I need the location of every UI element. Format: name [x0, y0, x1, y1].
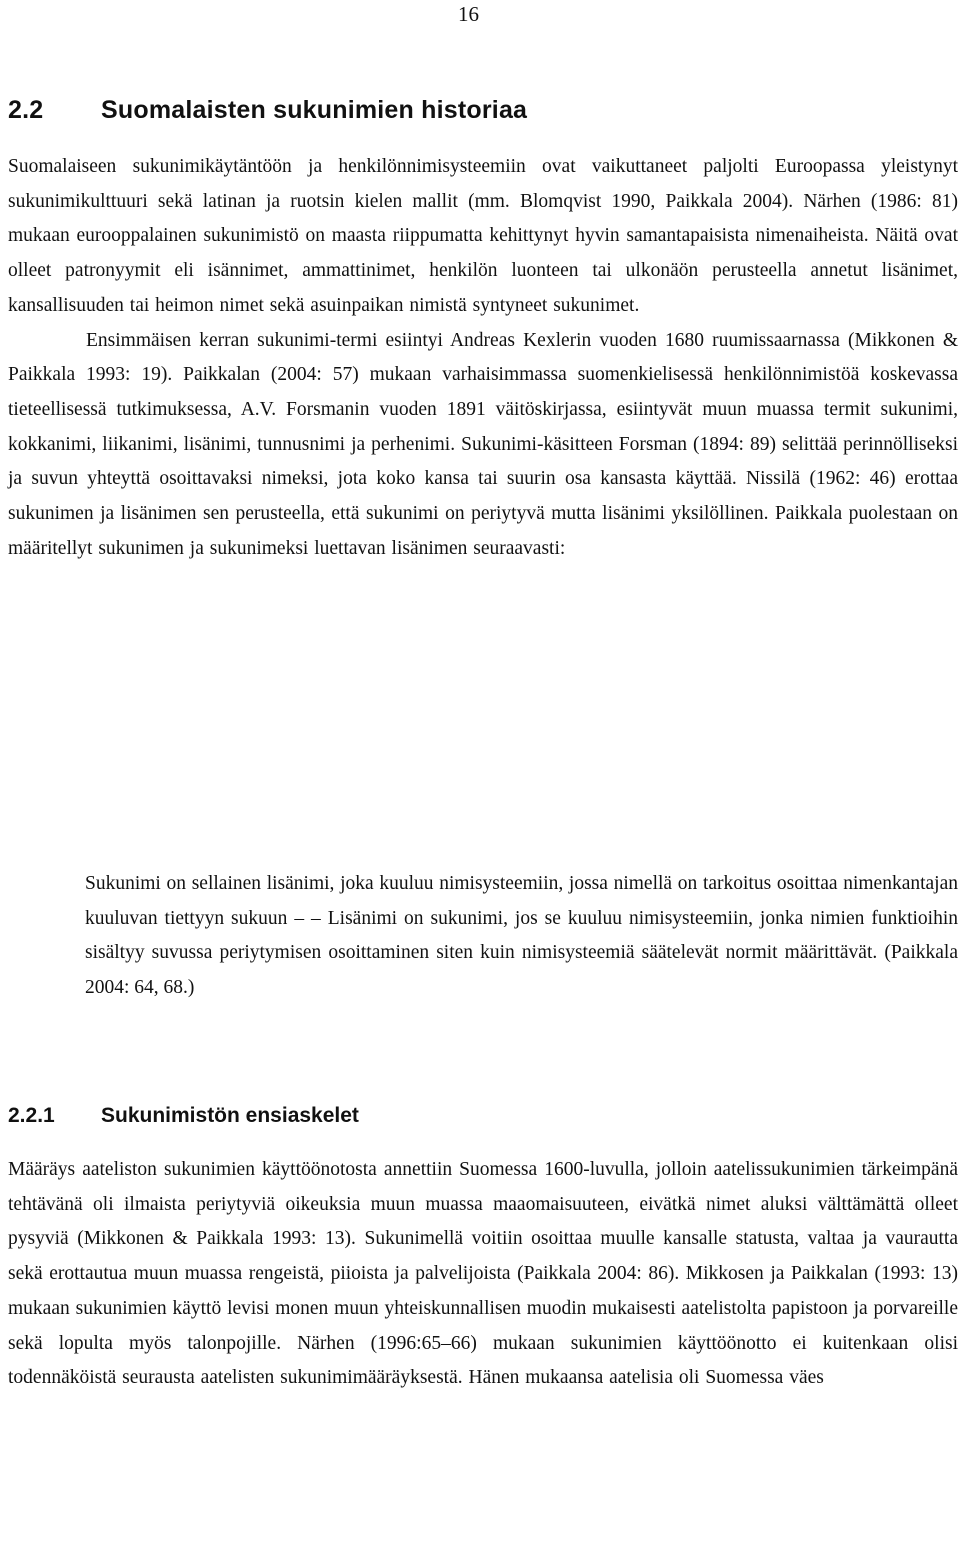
- section-number: 2.2: [8, 96, 44, 124]
- paragraph: Määräys aateliston sukunimien käyttöönotosta annettiin Suomessa 1600-luvulla, jolloin aatelissukunimien tärkeimpänä tehtävänä oli ilmaista periytyviä oikeuksia muun muassa maaomaisuuteen, eivätkä nimet aluksi välttämättä olleet pysyviä (Mikkonen & Paikkala 1993: 13). Sukunimellä voitiin osoittaa muulle kansalle statusta, valtaa ja vaurautta sekä erottautua muun muassa rengeistä, piioista ja palvelijoista (Paikkala 2004: 86). Mikkosen ja Paikkalan (1993: 13) mukaan sukunimien käyttö levisi monen muun yhteiskunnallisen muodin mukaisesti aatelistolta papistoon ja porvareille sekä lopulta myös talonpojille. Närhen (1996:65–66) mukaan sukunimien käyttöönotto ei kuitenkaan olisi todennäköistä seurausta aatelisten sukunimimääräyksestä. Hänen mukaansa aatelisia oli Suomessa väes: [8, 1159, 958, 1389]
- subsection-title: Sukunimistön ensiaskelet: [101, 1104, 359, 1127]
- page-number: 16: [458, 2, 479, 26]
- block-quote: Sukunimi on sellainen lisänimi, joka kuuluu nimisysteemiin, jossa nimellä on tarkoitus osoittaa nimenkantajan kuuluvan tiettyyn sukuun – – Lisänimi on sukunimi, jos se kuuluu nimisysteemiin, jonka nimien funktioihin sisältyy suvussa periytymisen osoittaminen siten kuin nimisysteemiä säätelevät normit määrittävät. (Paikkala 2004: 64, 68.): [85, 873, 958, 999]
- subsection-body: [8, 1153, 958, 1396]
- section-heading: [8, 98, 527, 123]
- subsection-number: 2.2.1: [8, 1104, 55, 1127]
- section-body: [8, 150, 958, 566]
- paragraph: Suomalaiseen sukunimikäytäntöön ja henkilönnimisysteemiin ovat vaikuttaneet paljolti Euroopassa yleistynyt sukunimikulttuuri sekä latinan ja ruotsin kielen mallit (mm. Blomqvist 1990, Paikkala 2004). Närhen (1986: 81) mukaan eurooppalainen sukunimistö on maasta riippumatta kehittynyt hyvin samantapaisista nimenaiheista. Näitä ovat olleet patronyymit eli isännimet, ammattinimet, henkilön luonteen tai ulkonäön perusteella annetut lisänimet, kansallisuuden tai heimon nimet sekä asuinpaikan nimistä syntyneet sukunimet.: [8, 156, 958, 316]
- subsection-heading: [8, 1105, 359, 1126]
- section-title: Suomalaisten sukunimien historiaa: [101, 96, 528, 124]
- paragraph: Ensimmäisen kerran sukunimi-termi esiintyi Andreas Kexlerin vuoden 1680 ruumissaarnassa (Mikkonen & Paikkala 1993: 19). Paikkalan (2004: 57) mukaan varhaisimmassa suomenkielisessä henkilönnimistöä koskevassa tieteellisessä tutkimuksessa, A.V. Forsmanin vuoden 1891 väitöskirjassa, esiintyvät muun muassa termit sukunimi, kokkanimi, liikanimi, lisänimi, tunnusnimi ja perhenimi. Sukunimi-käsitteen Forsman (1894: 89) selittää perinnölliseksi ja suvun yhteyttä osoittavaksi nimeksi, jota koko kansa tai suurin osa kansasta käyttää. Nissilä (1962: 46) erottaa sukunimen ja lisänimen sen perusteella, että sukunimi on periytyvä mutta lisänimi yksilöllinen. Paikkala puolestaan on määritellyt sukunimen ja sukunimeksi luettavan lisänimen seuraavasti:: [8, 329, 958, 559]
